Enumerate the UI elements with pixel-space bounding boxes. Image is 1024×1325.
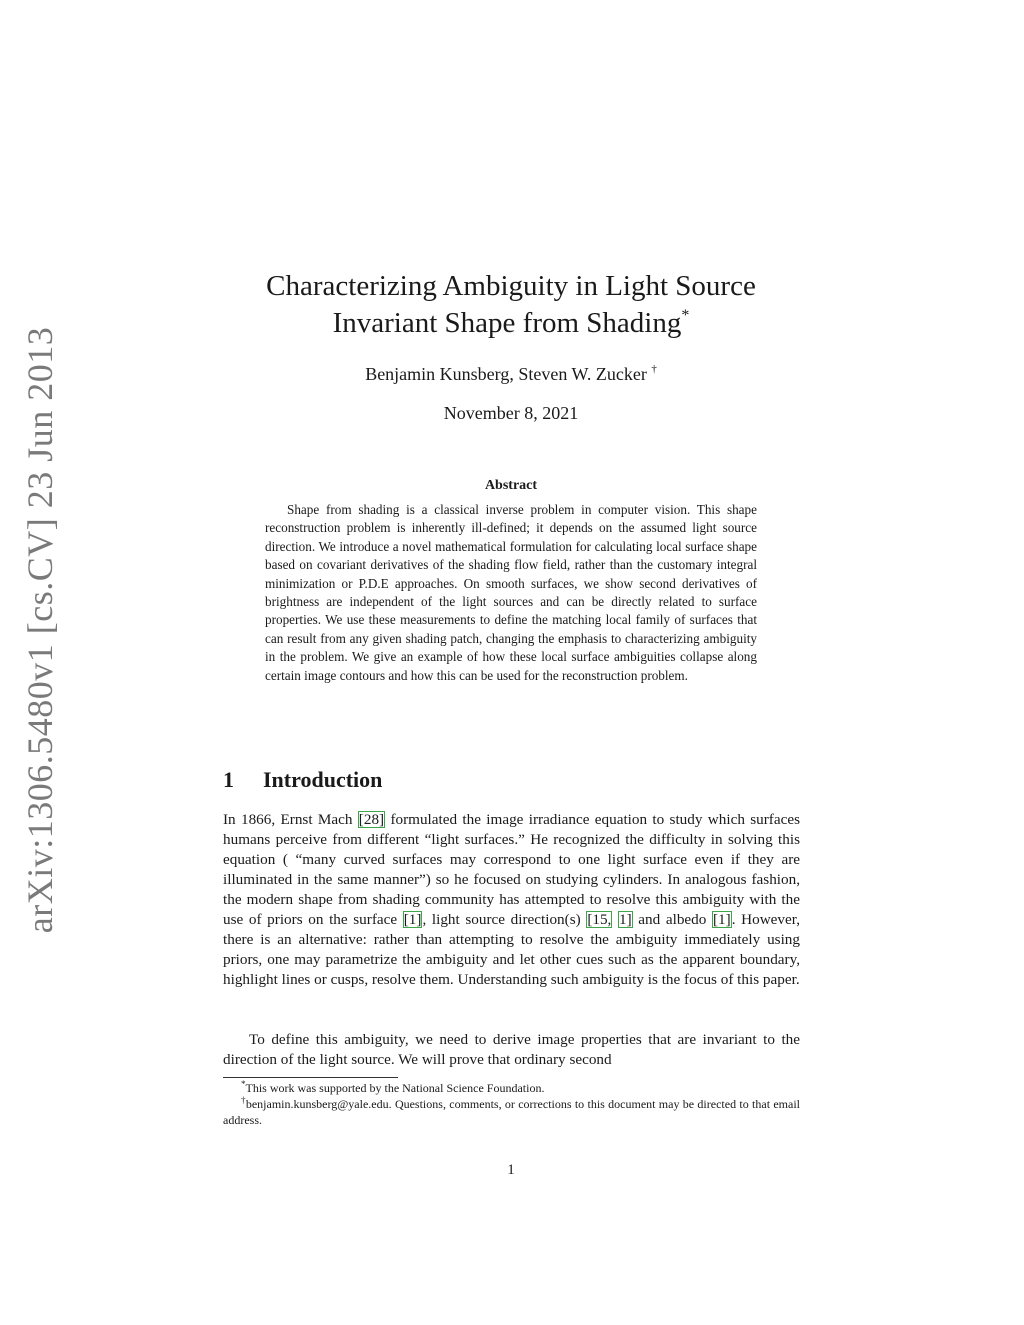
intro-text-segment: and albedo [632,911,712,928]
citation-link-1[interactable]: 1] [619,911,632,928]
intro-paragraph-2: To define this ambiguity, we need to derive image properties that are invariant to the direction of the light source. We will prove that ordinary second [223,1031,800,1068]
footnote-marker: * [241,1079,246,1089]
citation-link-1[interactable]: [1] [712,911,731,928]
footnote-text: This work was supported by the National Science Foundation. [245,1081,545,1095]
section-title: Introduction [263,767,383,792]
author-names: Benjamin Kunsberg, Steven W. Zucker [365,364,647,384]
intro-text-segment: . However, there is an alternative: rather than attempting to resolve the ambiguity immediately using priors, one may parametrize the ambiguity and let other cues such as the apparent boundary, highlight lines or cusps, resolve them. Understanding such ambiguity is the focus of this paper. [223,911,800,988]
author-list [222,362,800,386]
citation-link-1[interactable]: [1] [403,911,422,928]
section-heading-introduction [223,766,382,794]
title-line-2: Invariant Shape from Shading [332,307,682,339]
abstract-heading: Abstract [484,478,538,493]
section-number: 1 [223,767,234,792]
page-number: 1 [507,1162,515,1178]
arxiv-identifier-stamp [5,326,75,934]
author-footnote-marker[interactable]: † [651,363,657,375]
paper-title [222,268,800,342]
citation-link-28[interactable]: [28] [358,811,385,828]
abstract-body: Shape from shading is a classical inverse problem in computer vision. This shape reconstruction problem is inherently ill-defined; it depends on the assumed light source direction. We introduce a novel mathematical formulation for calculating local surface shape based on covariant derivatives of the shading flow field, rather than the customary integral minimization or P.D.E approaches. On smooth surfaces, we show second derivatives of brightness are independent of the light sources and can be directly related to surface properties. We use these measurements to define the matching local family of surfaces that can result from any given shading patch, changing the emphasis to characterizing ambiguity in the problem. We give an example of how these local surface ambiguities collapse along certain image contours and how this can be used for the reconstruction problem. [265,502,757,683]
title-line-1: Characterizing Ambiguity in Light Source [266,270,756,302]
footnotes [223,1080,800,1128]
footnote-divider [223,1077,398,1078]
publication-date: November 8, 2021 [443,403,579,423]
title-footnote-marker[interactable]: * [681,307,690,324]
intro-text-segment: formulated the image irradiance equation to study which surfaces humans perceive from different “light surfaces.” He recognized the difficulty in solving this equation ( “many curved surfaces may correspond to one light surface even if they are illuminated in the same manner”) so he focused on studying cylinders. In analogous fashion, the modern shape from shading community has attempted to resolve this ambiguity with the use of priors on the surface [223,811,800,928]
intro-text-segment: , light source direction(s) [422,911,587,928]
arxiv-identifier-text: arXiv:1306.5480v1 [cs.CV] 23 Jun 2013 [20,326,61,934]
intro-paragraph-1 [223,810,800,990]
intro-text-segment: In 1866, Ernst Mach [223,811,358,828]
footnote-text: benjamin.kunsberg@yale.edu. Questions, comments, or corrections to this document may be directed to that email address. [223,1097,801,1127]
footnote-funding [223,1080,800,1096]
footnote-contact [223,1096,800,1128]
footnote-marker: † [241,1095,246,1105]
citation-link-15[interactable]: [15, [587,911,612,928]
